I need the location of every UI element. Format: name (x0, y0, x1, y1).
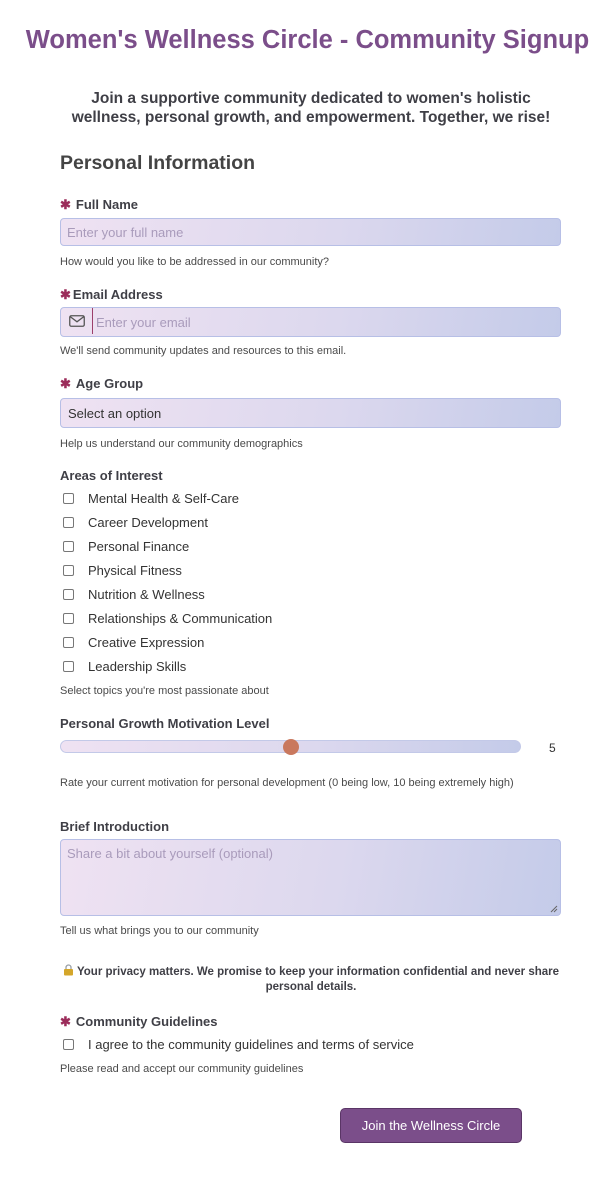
checkbox[interactable] (63, 541, 74, 552)
checkbox[interactable] (63, 1039, 74, 1050)
introduction-help: Tell us what brings you to our community (60, 925, 259, 937)
full-name-help: How would you like to be addressed in our community? (60, 256, 330, 268)
guidelines-help: Please read and accept our community guidelines (60, 1063, 304, 1075)
submit-button[interactable]: Join the Wellness Circle (341, 1109, 521, 1142)
interest-option[interactable]: Personal Finance (63, 538, 189, 554)
email-field[interactable] (60, 307, 561, 337)
age-group-selected-value: Select an option (68, 406, 162, 421)
checkbox[interactable] (63, 589, 74, 600)
checkbox[interactable] (63, 661, 74, 672)
checkbox[interactable] (63, 493, 74, 504)
interests-label: Areas of Interest (60, 468, 163, 483)
motivation-slider-thumb[interactable] (283, 739, 299, 755)
checkbox[interactable] (63, 517, 74, 528)
introduction-textarea[interactable] (67, 846, 552, 908)
intro-text: Join a supportive community dedicated to women's holistic wellness, personal growth, and empowerment. Together, we rise! (71, 90, 551, 126)
interest-option[interactable]: Physical Fitness (63, 562, 182, 578)
full-name-label: ✱ Full Name (60, 197, 139, 212)
interest-option[interactable]: Career Development (63, 514, 208, 530)
privacy-notice: Your privacy matters. We promise to keep your information confidential and never share personal details. (60, 964, 562, 995)
introduction-field[interactable] (60, 839, 561, 916)
guidelines-agree[interactable]: I agree to the community guidelines and terms of service (63, 1036, 414, 1052)
interest-option[interactable]: Nutrition & Wellness (63, 586, 205, 602)
required-mark: ✱ (60, 376, 71, 391)
interest-option[interactable]: Leadership Skills (63, 658, 186, 674)
required-mark: ✱ (60, 197, 71, 212)
motivation-label: Personal Growth Motivation Level (60, 716, 270, 731)
motivation-help: Rate your current motivation for personal development (0 being low, 10 being extremely high) (60, 777, 514, 789)
age-group-label: ✱ Age Group (60, 376, 144, 391)
section-title: Personal Information (60, 152, 256, 174)
checkbox[interactable] (63, 637, 74, 648)
age-group-select[interactable] (60, 398, 561, 428)
interest-option[interactable]: Creative Expression (63, 634, 204, 650)
full-name-input[interactable] (67, 219, 552, 245)
checkbox[interactable] (63, 565, 74, 576)
full-name-field[interactable] (60, 218, 561, 246)
age-group-help: Help us understand our community demographics (60, 438, 303, 450)
resize-grip-icon[interactable] (550, 905, 558, 913)
motivation-value: 5 (549, 741, 556, 755)
interests-help: Select topics you're most passionate about (60, 685, 269, 697)
checkbox[interactable] (63, 613, 74, 624)
lock-icon (63, 964, 74, 976)
mail-icon (61, 308, 93, 334)
email-help: We'll send community updates and resources to this email. (60, 345, 347, 357)
email-label: ✱ Email Address (60, 287, 163, 302)
page-title: Women's Wellness Circle - Community Signup (25, 26, 590, 54)
interest-option[interactable]: Mental Health & Self-Care (63, 490, 239, 506)
required-mark: ✱ (60, 1014, 71, 1029)
email-input[interactable] (96, 308, 551, 336)
guidelines-label: ✱ Community Guidelines (60, 1014, 218, 1029)
required-mark: ✱ (60, 287, 71, 302)
interest-option[interactable]: Relationships & Communication (63, 610, 272, 626)
introduction-label: Brief Introduction (60, 819, 170, 834)
